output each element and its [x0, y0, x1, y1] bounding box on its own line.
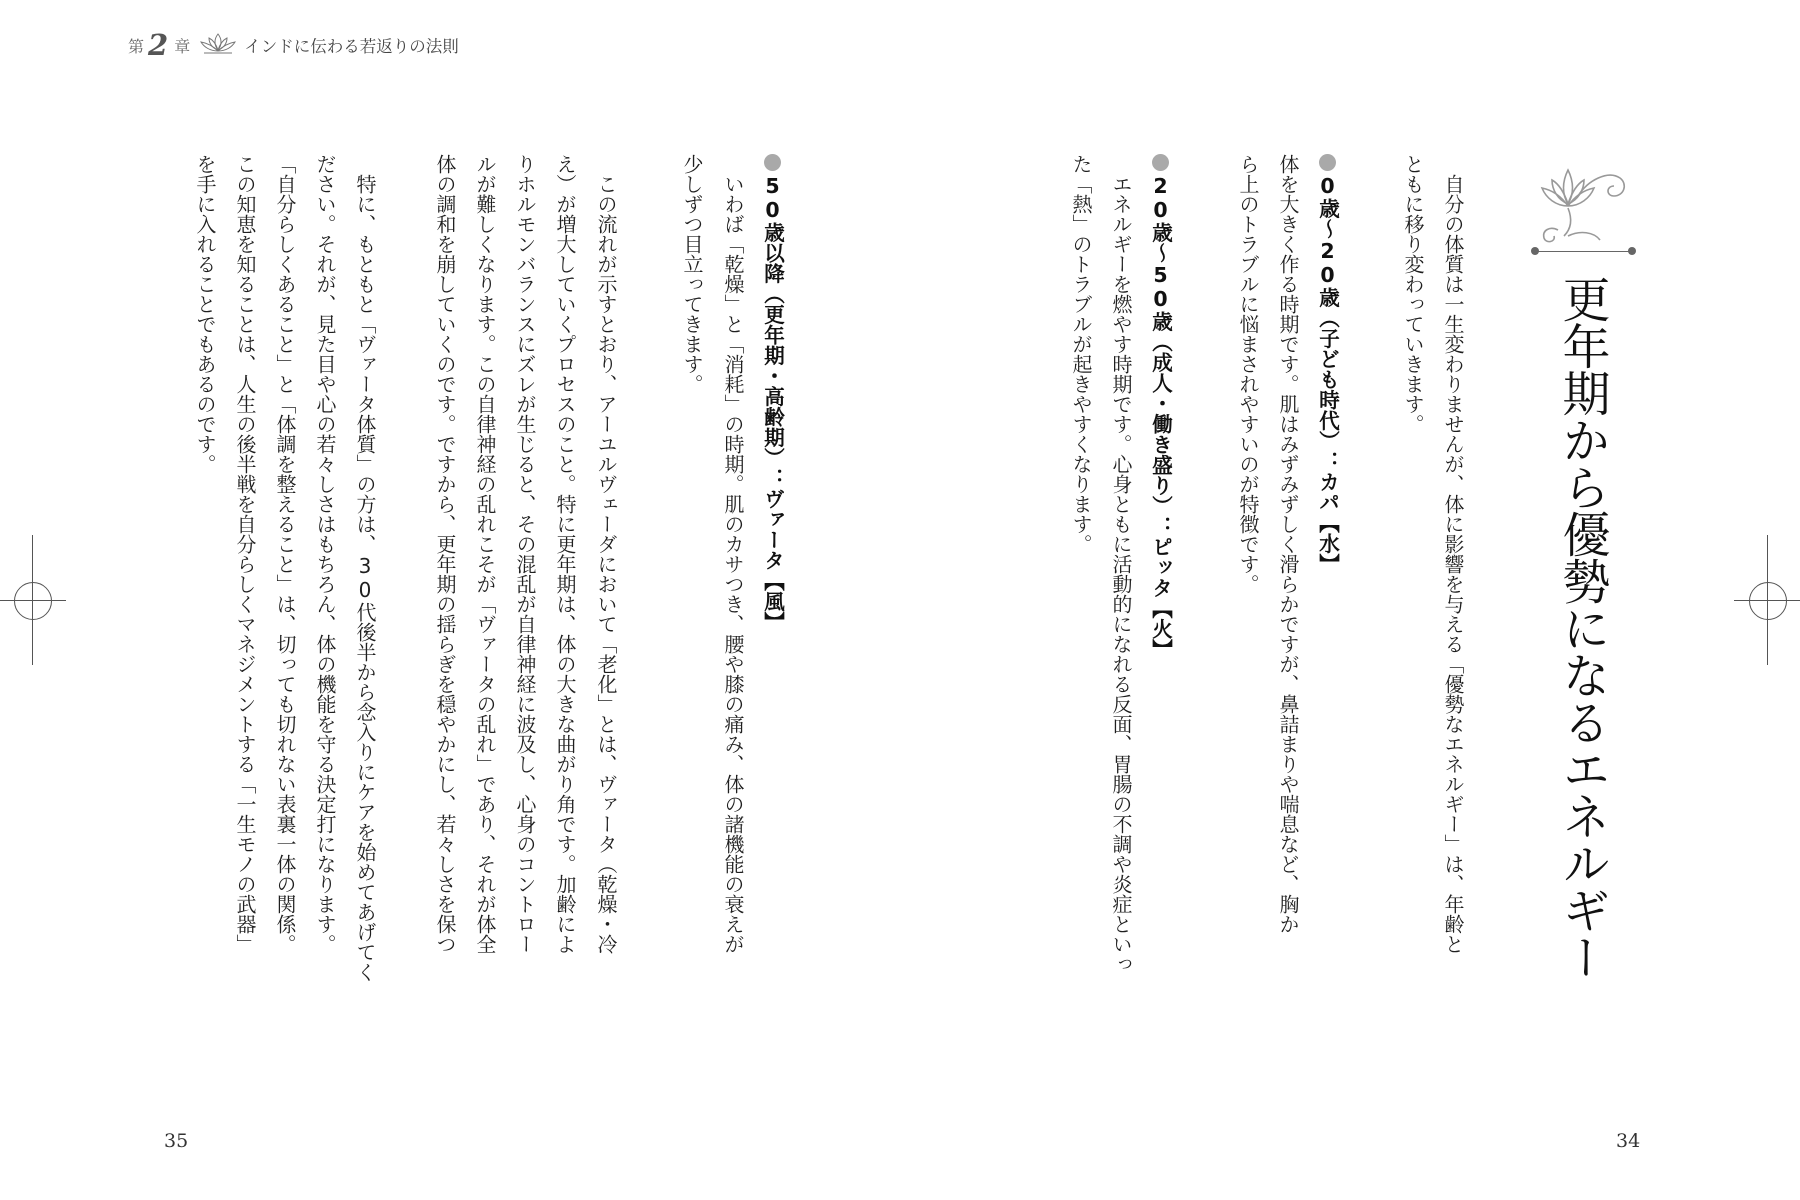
section-line: エネルギーを燃やす時期です。心身ともに活動的になれる反面、胃腸の不調や炎症といっ — [1109, 174, 1133, 974]
chapter-number: 2 — [148, 28, 169, 62]
section-bullet — [764, 154, 781, 171]
chapter-title: インドに伝わる若返りの法則 — [244, 37, 459, 56]
title-rule-dot — [1531, 247, 1539, 255]
body-line: この流れが示すとおり、アーユルヴェーダにおいて「老化」とは、ヴァータ（乾燥・冷 — [594, 174, 618, 954]
lotus-ornament-icon — [1528, 140, 1638, 264]
chapter-suffix: 章 — [174, 36, 191, 56]
body-line: え）が増大していくプロセスのこと。特に更年期は、体の大きな曲がり角です。加齢によ — [553, 154, 577, 954]
body-line: を手に入れることでもあるのです。 — [193, 154, 217, 474]
chapter-prefix: 第 — [128, 36, 145, 56]
intro-line: ともに移り変わっていきます。 — [1401, 154, 1425, 434]
section-heading: 0歳〜20歳（子ども時代）：カパ【水】 — [1315, 174, 1340, 574]
lotus-icon — [198, 31, 238, 59]
section-line: いわば「乾燥」と「消耗」の時期。肌のカサつき、腰や膝の痛み、体の諸機能の衰えが — [721, 174, 745, 954]
page-title: 更年期から優勢になるエネルギー — [1554, 275, 1610, 980]
body-line: 特に、もともと「ヴァータ体質」の方は、30代後半から念入りにケアを始めてあげてく — [353, 174, 377, 982]
page-number: 34 — [1616, 1130, 1641, 1152]
section-line: た「熱」のトラブルが起きやすくなります。 — [1069, 154, 1093, 554]
title-rule-dot — [1628, 247, 1636, 255]
section-heading: 20歳〜50歳（成人・働き盛り）：ピッタ【火】 — [1148, 174, 1173, 660]
body-line: 体の調和を崩していくのです。ですから、更年期の揺らぎを穏やかにし、若々しさを保つ — [433, 154, 457, 954]
intro-line: 自分の体質は一生変わりませんが、体に影響を与える「優勢なエネルギー」は、年齢と — [1441, 174, 1465, 954]
body-line: りホルモンバランスにズレが生じると、その混乱が自律神経に波及し、心身のコントロー — [513, 154, 537, 954]
body-line: ルが難しくなります。この自律神経の乱れこそが「ヴァータの乱れ」であり、それが体全 — [473, 154, 497, 954]
body-line: 「自分らしくあること」と「体調を整えること」は、切っても切れない表裏一体の関係。 — [273, 154, 297, 954]
section-line: 体を大きく作る時期です。肌はみずみずしく滑らかですが、鼻詰まりや喘息など、胸か — [1276, 154, 1300, 934]
page-number: 35 — [164, 1130, 189, 1152]
title-rule — [1532, 251, 1634, 252]
section-bullet — [1319, 154, 1336, 171]
section-line: 少しずつ目立ってきます。 — [680, 154, 704, 394]
section-line: ら上のトラブルに悩まされやすいのが特徴です。 — [1236, 154, 1260, 594]
section-heading: 50歳以降（更年期・高齢期）：ヴァータ【風】 — [760, 174, 785, 632]
running-header — [128, 30, 459, 60]
body-line: この知恵を知ることは、人生の後半戦を自分らしくマネジメントする「一生モノの武器」 — [233, 154, 257, 954]
section-bullet — [1152, 154, 1169, 171]
body-line: ださい。それが、見た目や心の若々しさはもちろん、体の機能を守る決定打になります。 — [313, 154, 337, 954]
